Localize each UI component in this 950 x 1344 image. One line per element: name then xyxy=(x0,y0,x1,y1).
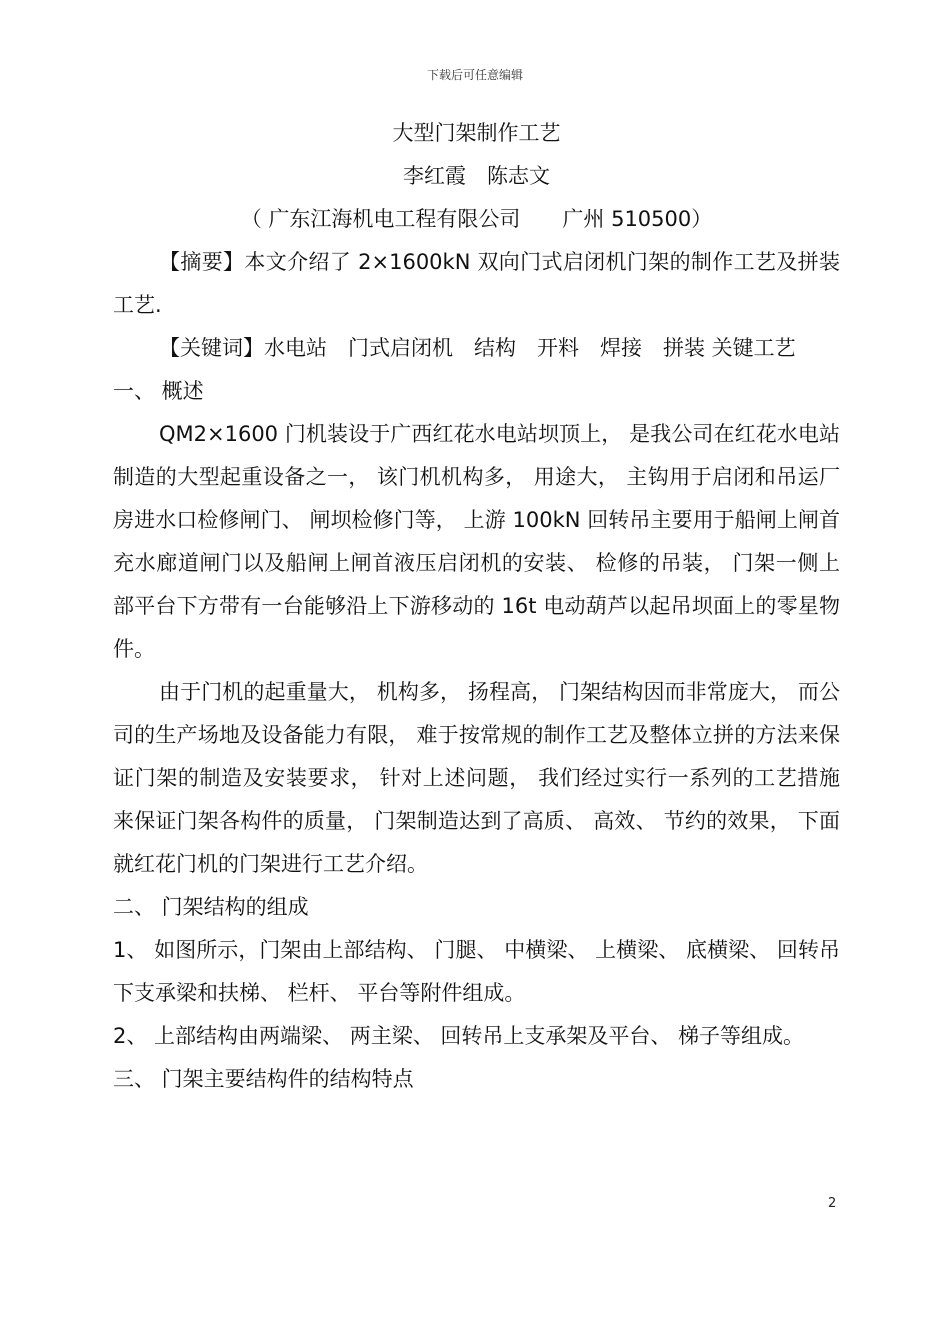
section-heading-overview: 一、 概述 xyxy=(113,379,204,403)
affiliation: （ 广东江海机电工程有限公司 广州 510500） xyxy=(240,207,713,231)
list-item-2: 2、 上部结构由两端梁、 两主梁、 回转吊上支承架及平台、 梯子等组成。 xyxy=(113,1024,805,1048)
paragraph-overview-2: 由于门机的起重量大， 机构多， 扬程高， 门架结构因而非常庞大， 而公司的生产场地及设备能力有限， 难于按常规的制作工艺及整体立拼的方法来保证门架的制造及安装要求， 针对上述问题， 我们经过实行一系列的工艺措施来保证门架各构件的质量， 门架制造达到了高质、 高效、 节约的效果， 下面就红花门机的门架进行工艺介绍。 xyxy=(113,680,840,876)
paragraph-overview-1: QM2×1600 门机装设于广西红花水电站坝顶上， 是我公司在红花水电站制造的大型起重设备之一， 该门机机构多， 用途大， 主钩用于启闭和吊运厂房进水口检修闸门、 闸坝检修门等， 上游 100kN 回转吊主要用于船闸上闸首充水廊道闸门以及船闸上闸首液压启闭机的安装、 检修的吊装， 门架一侧上部平台下方带有一台能够沿上下游移动的 16t 电动葫芦以起吊坝面上的零星物件。 xyxy=(113,422,840,661)
page-number: 2 xyxy=(828,1196,837,1211)
section-heading-structure: 二、 门架结构的组成 xyxy=(113,895,309,919)
document-body xyxy=(113,112,840,1101)
keywords: 【关键词】水电站 门式启闭机 结构 开料 焊接 拼装 关键工艺 xyxy=(159,336,796,360)
list-item-1: 1、 如图所示，门架由上部结构、 门腿、 中横梁、 上横梁、 底横梁、 回转吊下支承梁和扶梯、 栏杆、 平台等附件组成。 xyxy=(113,938,840,1005)
header-note: 下载后可任意编辑 xyxy=(426,68,523,82)
abstract: 【摘要】本文介绍了 2×1600kN 双向门式启闭机门架的制作工艺及拼装工艺. xyxy=(113,250,840,317)
document-title: 大型门架制作工艺 xyxy=(392,121,561,145)
authors: 李红霞 陈志文 xyxy=(403,164,550,188)
section-heading-features: 三、 门架主要结构件的结构特点 xyxy=(113,1067,414,1091)
